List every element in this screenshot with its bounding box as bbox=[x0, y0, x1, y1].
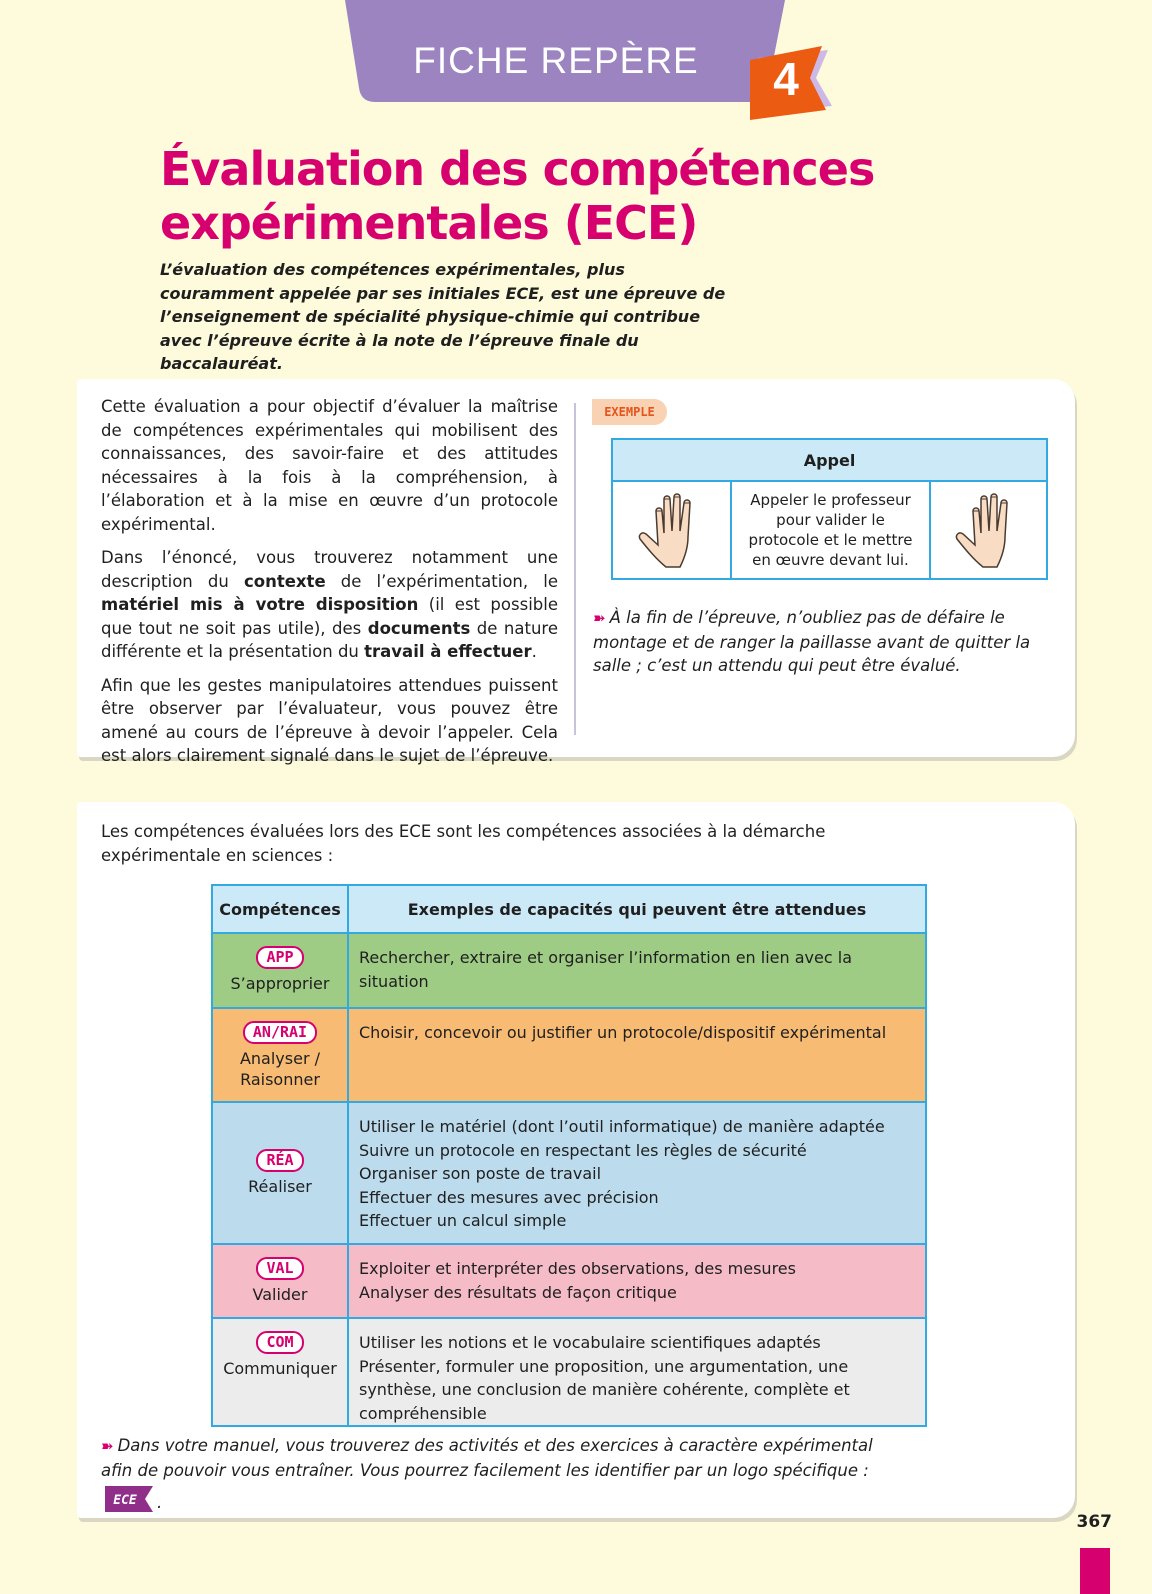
paragraph-objective: Cette évaluation a pour objectif d’évaluer la maîtrise de compétences expérimentales qui mobilisent des connaissances, des savoir-faire et des attitudes nécessaires à la fois à la compréhension, à l’élaboration et à la mise en œuvre d’un protocole expérimental. bbox=[101, 397, 558, 534]
competences-table bbox=[211, 884, 927, 1427]
appel-note: ➽ À la fin de l’épreuve, n’oubliez pas de défaire le montage et de ranger la paillasse avant de quitter la salle ; c’est un attendu qui peut être évalué. bbox=[593, 608, 1031, 675]
table-row: VAL Valider Exploiter et interpréter des observations, des mesures Analyser des résultats de façon critique bbox=[212, 1244, 926, 1318]
appel-table bbox=[611, 438, 1048, 580]
competence-code: RÉA bbox=[256, 1149, 303, 1172]
paragraph-call: Afin que les gestes manipulatoires attendues puissent être observer par l’évaluateur, vous pouvez être amené au cours de l’épreuve à devoir l’appeler. Cela est alors clairement signalé dans le sujet de l’épreuve. bbox=[101, 675, 558, 765]
evaluation-text bbox=[101, 395, 558, 778]
ece-logo bbox=[105, 1486, 153, 1512]
paragraph-statement: Dans l’énoncé, vous trouverez notamment une description du contexte de l’expérimentation, le matériel mis à votre disposition (il est possible que tout ne soit pas utile), des documents de nature différente et la présentation du travail à effectuer. bbox=[101, 548, 558, 661]
arrow-icon: ➽ bbox=[593, 609, 606, 627]
competence-code: APP bbox=[256, 946, 303, 969]
competence-code: COM bbox=[256, 1331, 303, 1354]
competences-card bbox=[77, 802, 1075, 1518]
header-tab bbox=[345, 0, 797, 102]
header-title: FICHE REPÈRE bbox=[413, 40, 699, 81]
page-number: 367 bbox=[1076, 1512, 1112, 1532]
table-row: RÉA Réaliser Utiliser le matériel (dont l’outil informatique) de manière adaptée Suivre un protocole en respectant les règles de sécurité Organiser son poste de travail Effectuer des mesures avec précision Effectuer un calcul simple bbox=[212, 1102, 926, 1244]
svg-text:ECE: ECE bbox=[113, 1493, 137, 1508]
appel-text: Appeler le professeur pour valider le protocole et le mettre en œuvre devant lui. bbox=[731, 481, 930, 579]
competences-intro: Les compétences évaluées lors des ECE sont les compétences associées à la démarche expérimentale en sciences : bbox=[101, 822, 826, 865]
table-row: AN/RAI Analyser / Raisonner Choisir, concevoir ou justifier un protocole/dispositif expérimental bbox=[212, 1008, 926, 1102]
col-header-competences: Compétences bbox=[212, 885, 348, 933]
sheet-number: 4 bbox=[773, 53, 799, 105]
raised-hand-icon bbox=[636, 487, 708, 569]
intro-paragraph: L’évaluation des compétences expérimentales, plus couramment appelée par ses initiales ECE, est une épreuve de l’enseignement de spécialité physique-chimie qui contribue avec l’épreuve écrite à la note de l’épreuve finale du baccalauréat. bbox=[160, 260, 726, 373]
table-row: COM Communiquer Utiliser les notions et le vocabulaire scientifiques adaptés Présenter, formuler une proposition, une argumentation, une synthèse, une conclusion de manière cohérente, complète et compréhensible bbox=[212, 1318, 926, 1426]
bottom-note: ➽ Dans votre manuel, vous trouverez des activités et des exercices à caractère expérimental afin de pouvoir vous entraîner. Vous pourrez facilement les identifier par un logo spécifique : ECE . bbox=[101, 1436, 873, 1512]
table-row: APP S’approprier Rechercher, extraire et organiser l’information en lien avec la situation bbox=[212, 933, 926, 1008]
arrow-icon: ➽ bbox=[101, 1437, 114, 1455]
col-header-examples: Exemples de capacités qui peuvent être attendues bbox=[348, 885, 926, 933]
competence-code: VAL bbox=[256, 1257, 303, 1280]
column-divider bbox=[574, 403, 576, 735]
page-title: Évaluation des compétences expérimentales (ECE) bbox=[160, 142, 875, 250]
page-marker bbox=[1080, 1548, 1110, 1594]
example-badge: EXEMPLE bbox=[592, 399, 667, 425]
appel-header: Appel bbox=[612, 439, 1047, 481]
evaluation-card bbox=[77, 379, 1075, 765]
raised-hand-icon bbox=[953, 487, 1025, 569]
competence-code: AN/RAI bbox=[243, 1021, 317, 1044]
